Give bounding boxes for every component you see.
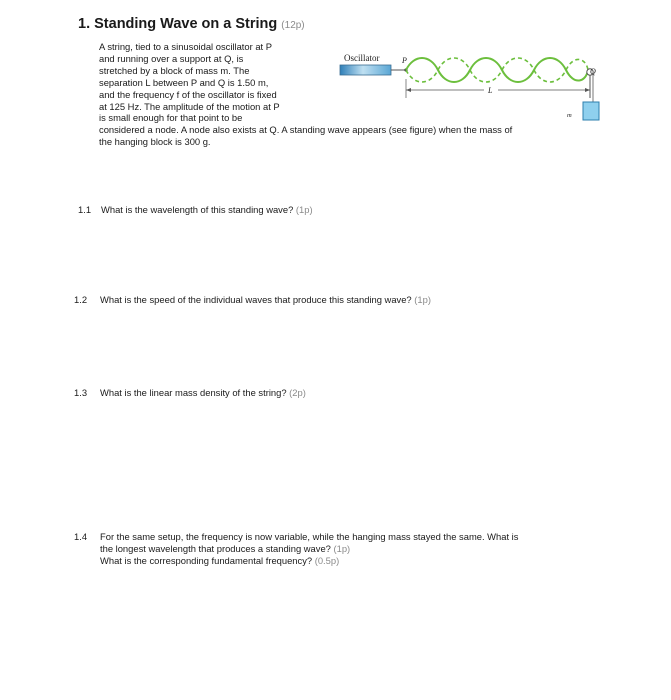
- question-points: (1p): [414, 294, 431, 305]
- question-points: (1p): [295, 204, 313, 215]
- intro-line: and the frequency f of the oscillator is fixed: [99, 88, 277, 100]
- intro-line: separation L between P and Q is 1.50 m,: [99, 76, 269, 88]
- intro-line: stretched by a block of mass m. The: [99, 64, 250, 76]
- wave-solid: [406, 58, 588, 82]
- p-label: P: [402, 56, 407, 65]
- oscillator-box: [340, 65, 391, 75]
- question-line: For the same setup, the frequency is now variable, while the hanging mass stayed the same. What is: [100, 531, 519, 542]
- oscillator-label: Oscillator: [344, 53, 380, 63]
- l-arrow-left-head: [406, 88, 411, 92]
- question-number: 1.4: [74, 531, 88, 542]
- l-arrow-right-head: [585, 88, 590, 92]
- intro-line: considered a node. A node also exists at Q. A standing wave appears (see figure) when the mass of: [99, 124, 513, 136]
- section-title-text: Standing Wave on a String: [94, 16, 278, 32]
- l-label: L: [488, 86, 493, 95]
- q-label: Q: [590, 67, 596, 76]
- question-text: [100, 387, 306, 399]
- section-number: 1.: [78, 16, 91, 32]
- question-points: (1p): [333, 542, 351, 554]
- question-number: 1.2: [74, 294, 88, 305]
- question-text: [100, 294, 431, 306]
- question-text: [101, 204, 313, 216]
- question-line: What is the speed of the individual waves that produce this standing wave?: [100, 294, 412, 305]
- hanging-block: [583, 102, 599, 120]
- intro-line: the hanging block is 300 g.: [99, 136, 211, 148]
- m-label: m: [567, 112, 572, 119]
- intro-line: A string, tied to a sinusoidal oscillator at P: [99, 41, 273, 52]
- intro-line: is small enough for that point to be: [99, 112, 243, 124]
- question-line: the longest wavelength that produces a standing wave?: [100, 542, 331, 554]
- question-line: What is the linear mass density of the string?: [100, 387, 287, 398]
- intro-line: at 125 Hz. The amplitude of the motion at P: [99, 100, 280, 112]
- question-number: 1.1: [78, 204, 92, 215]
- section-points: (12p): [281, 20, 305, 31]
- section-title: [78, 16, 305, 32]
- question-points: (0.5p): [314, 554, 340, 566]
- question-line: What is the wavelength of this standing wave?: [101, 204, 294, 215]
- question-number: 1.3: [74, 387, 88, 398]
- standing-wave-figure: [334, 46, 604, 126]
- intro-line: and running over a support at Q, is: [99, 52, 244, 64]
- question-text: [100, 531, 518, 567]
- question-points: (2p): [289, 387, 306, 398]
- question-line: What is the corresponding fundamental frequency?: [100, 554, 313, 566]
